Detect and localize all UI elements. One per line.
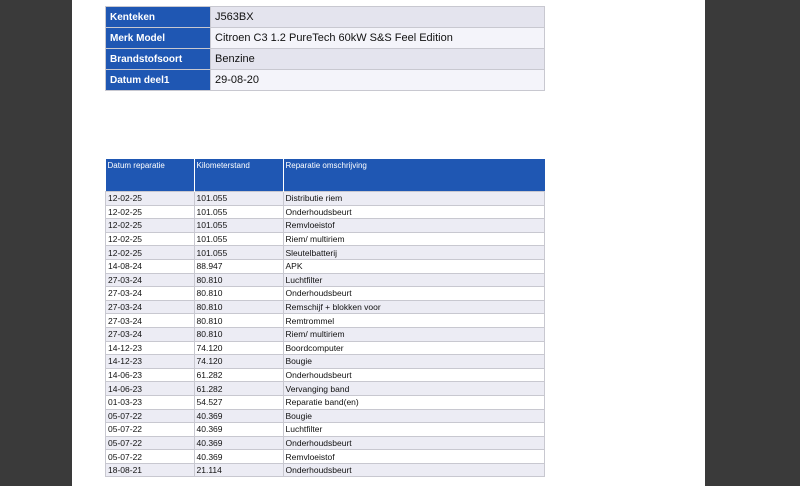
- cell-kilometerstand: 40.369: [194, 450, 283, 464]
- table-row: [106, 450, 545, 464]
- cell-datum: 27-03-24: [106, 287, 195, 301]
- table-row: [106, 423, 545, 437]
- cell-kilometerstand: 40.369: [194, 436, 283, 450]
- cell-datum: 14-08-24: [106, 259, 195, 273]
- table-row: [106, 192, 545, 206]
- vehicle-info-value: J563BX: [211, 7, 545, 28]
- header-datum-reparatie: Datum reparatie: [106, 159, 195, 192]
- table-row: [106, 205, 545, 219]
- viewer-background: [705, 0, 800, 486]
- vehicle-info-table: [105, 6, 545, 91]
- cell-kilometerstand: 74.120: [194, 355, 283, 369]
- cell-omschrijving: Remvloeistof: [283, 450, 545, 464]
- vehicle-info-value: 29-08-20: [211, 70, 545, 91]
- cell-kilometerstand: 40.369: [194, 409, 283, 423]
- vehicle-info-row: [106, 28, 545, 49]
- vehicle-info-label: Datum deel1: [106, 70, 211, 91]
- repair-history-table: [105, 159, 545, 477]
- table-row: [106, 246, 545, 260]
- vehicle-info-body: [106, 7, 545, 91]
- vehicle-info-value: Citroen C3 1.2 PureTech 60kW S&S Feel Edition: [211, 28, 545, 49]
- table-row: [106, 463, 545, 477]
- cell-omschrijving: Distributie riem: [283, 192, 545, 206]
- cell-datum: 05-07-22: [106, 436, 195, 450]
- cell-datum: 12-02-25: [106, 205, 195, 219]
- cell-datum: 27-03-24: [106, 300, 195, 314]
- table-row: [106, 382, 545, 396]
- cell-kilometerstand: 21.114: [194, 463, 283, 477]
- table-row: [106, 314, 545, 328]
- table-row: [106, 232, 545, 246]
- vehicle-info-label: Kenteken: [106, 7, 211, 28]
- vehicle-info-label: Brandstofsoort: [106, 49, 211, 70]
- table-row: [106, 355, 545, 369]
- cell-datum: 12-02-25: [106, 232, 195, 246]
- cell-kilometerstand: 80.810: [194, 273, 283, 287]
- cell-kilometerstand: 61.282: [194, 368, 283, 382]
- cell-kilometerstand: 101.055: [194, 246, 283, 260]
- table-row: [106, 287, 545, 301]
- vehicle-info-row: [106, 70, 545, 91]
- cell-kilometerstand: 61.282: [194, 382, 283, 396]
- cell-kilometerstand: 74.120: [194, 341, 283, 355]
- cell-datum: 05-07-22: [106, 409, 195, 423]
- cell-omschrijving: Riem/ multiriem: [283, 327, 545, 341]
- cell-datum: 14-12-23: [106, 355, 195, 369]
- vehicle-info-row: [106, 49, 545, 70]
- cell-kilometerstand: 101.055: [194, 219, 283, 233]
- table-row: [106, 219, 545, 233]
- header-reparatie-omschrijving: Reparatie omschrijving: [283, 159, 545, 192]
- table-row: [106, 368, 545, 382]
- cell-omschrijving: APK: [283, 259, 545, 273]
- cell-kilometerstand: 88.947: [194, 259, 283, 273]
- cell-kilometerstand: 101.055: [194, 205, 283, 219]
- cell-omschrijving: Onderhoudsbeurt: [283, 205, 545, 219]
- table-row: [106, 300, 545, 314]
- repair-history-body: [106, 192, 545, 477]
- vehicle-info-value: Benzine: [211, 49, 545, 70]
- cell-omschrijving: Remschijf + blokken voor: [283, 300, 545, 314]
- cell-kilometerstand: 54.527: [194, 395, 283, 409]
- cell-omschrijving: Vervanging band: [283, 382, 545, 396]
- cell-datum: 18-08-21: [106, 463, 195, 477]
- table-row: [106, 436, 545, 450]
- table-row: [106, 409, 545, 423]
- cell-omschrijving: Remtrommel: [283, 314, 545, 328]
- document-page: [72, 0, 705, 486]
- cell-datum: 05-07-22: [106, 423, 195, 437]
- cell-omschrijving: Remvloeistof: [283, 219, 545, 233]
- cell-kilometerstand: 80.810: [194, 327, 283, 341]
- cell-omschrijving: Onderhoudsbeurt: [283, 463, 545, 477]
- cell-kilometerstand: 80.810: [194, 287, 283, 301]
- cell-omschrijving: Onderhoudsbeurt: [283, 287, 545, 301]
- cell-datum: 12-02-25: [106, 219, 195, 233]
- cell-omschrijving: Riem/ multiriem: [283, 232, 545, 246]
- cell-datum: 27-03-24: [106, 273, 195, 287]
- cell-kilometerstand: 40.369: [194, 423, 283, 437]
- cell-datum: 14-12-23: [106, 341, 195, 355]
- vehicle-info-label: Merk Model: [106, 28, 211, 49]
- cell-omschrijving: Luchtfilter: [283, 423, 545, 437]
- cell-omschrijving: Bougie: [283, 355, 545, 369]
- cell-omschrijving: Bougie: [283, 409, 545, 423]
- cell-datum: 12-02-25: [106, 192, 195, 206]
- cell-kilometerstand: 101.055: [194, 232, 283, 246]
- cell-datum: 27-03-24: [106, 314, 195, 328]
- cell-omschrijving: Onderhoudsbeurt: [283, 368, 545, 382]
- cell-datum: 27-03-24: [106, 327, 195, 341]
- cell-datum: 12-02-25: [106, 246, 195, 260]
- cell-omschrijving: Sleutelbatterij: [283, 246, 545, 260]
- cell-omschrijving: Reparatie band(en): [283, 395, 545, 409]
- table-row: [106, 341, 545, 355]
- repair-header-row: [106, 159, 545, 192]
- table-row: [106, 327, 545, 341]
- cell-omschrijving: Onderhoudsbeurt: [283, 436, 545, 450]
- header-kilometerstand: Kilometerstand: [194, 159, 283, 192]
- cell-datum: 05-07-22: [106, 450, 195, 464]
- cell-datum: 14-06-23: [106, 368, 195, 382]
- cell-kilometerstand: 80.810: [194, 314, 283, 328]
- cell-kilometerstand: 80.810: [194, 300, 283, 314]
- vehicle-info-row: [106, 7, 545, 28]
- cell-omschrijving: Luchtfilter: [283, 273, 545, 287]
- cell-datum: 14-06-23: [106, 382, 195, 396]
- cell-omschrijving: Boordcomputer: [283, 341, 545, 355]
- table-row: [106, 395, 545, 409]
- cell-kilometerstand: 101.055: [194, 192, 283, 206]
- table-row: [106, 259, 545, 273]
- cell-datum: 01-03-23: [106, 395, 195, 409]
- table-row: [106, 273, 545, 287]
